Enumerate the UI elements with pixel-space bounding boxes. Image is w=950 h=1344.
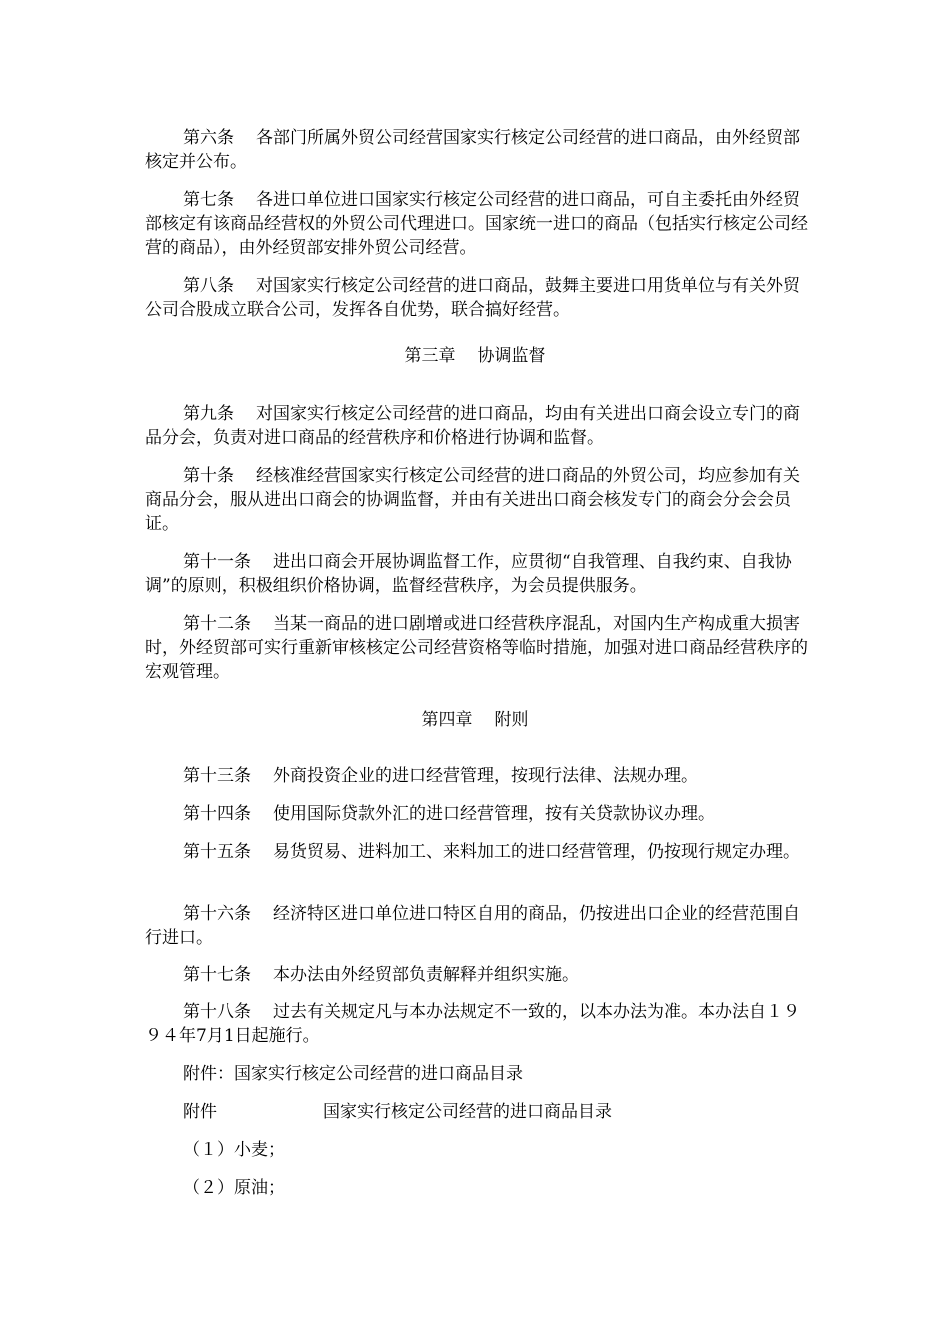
chapter-4-heading xyxy=(145,708,805,732)
chapter-number: 第四章 xyxy=(421,710,473,730)
list-item: （２）原油； xyxy=(183,1178,285,1198)
attachment-note: 附件：国家实行核定公司经营的进口商品目录 xyxy=(183,1064,523,1084)
article-text: 易货贸易、进料加工、来料加工的进口经营管理，仍按现行规定办理。 xyxy=(273,842,800,862)
article-16 xyxy=(145,902,815,950)
attachment-title: 国家实行核定公司经营的进口商品目录 xyxy=(323,1102,612,1122)
article-8 xyxy=(145,274,815,322)
article-12 xyxy=(145,612,815,684)
article-number: 第六条 xyxy=(183,128,234,148)
article-11 xyxy=(145,550,815,598)
article-text: 各进口单位进口国家实行核定公司经营的进口商品，可自主委托由外经贸部核定有该商品经营权的外贸公司代理进口。国家统一进口的商品（包括实行核定公司经营的商品），由外经贸部安排外贸公司经营。 xyxy=(145,190,808,258)
article-number: 第十六条 xyxy=(183,904,251,924)
article-9 xyxy=(145,402,815,450)
article-number: 第十三条 xyxy=(183,766,251,786)
article-13 xyxy=(145,764,815,788)
attachment-title-line xyxy=(145,1100,815,1124)
list-item: （１）小麦； xyxy=(183,1140,285,1160)
article-text: 各部门所属外贸公司经营国家实行核定公司经营的进口商品，由外经贸部核定并公布。 xyxy=(145,128,800,172)
article-6 xyxy=(145,126,815,174)
article-text: 过去有关规定凡与本办法规定不一致的，以本办法为准。本办法自１９９４年7月1日起施行。 xyxy=(145,1002,800,1046)
attachment-label: 附件 xyxy=(183,1102,217,1122)
article-18 xyxy=(145,1000,815,1048)
article-number: 第十条 xyxy=(183,466,234,486)
article-number: 第十二条 xyxy=(183,614,251,634)
article-number: 第十八条 xyxy=(183,1002,251,1022)
article-number: 第九条 xyxy=(183,404,234,424)
article-number: 第十四条 xyxy=(183,804,251,824)
article-17 xyxy=(145,963,815,987)
article-number: 第十一条 xyxy=(183,552,251,572)
article-text: 经济特区进口单位进口特区自用的商品，仍按进出口企业的经营范围自行进口。 xyxy=(145,904,800,948)
article-number: 第七条 xyxy=(183,190,234,210)
article-text: 对国家实行核定公司经营的进口商品，均由有关进出口商会设立专门的商品分会，负责对进口商品的经营秩序和价格进行协调和监督。 xyxy=(145,404,800,448)
chapter-number: 第三章 xyxy=(404,346,456,366)
article-text: 当某一商品的进口剧增或进口经营秩序混乱，对国内生产构成重大损害时，外经贸部可实行重新审核核定公司经营资格等临时措施，加强对进口商品经营秩序的宏观管理。 xyxy=(145,614,808,682)
article-number: 第十七条 xyxy=(183,965,251,985)
article-text: 本办法由外经贸部负责解释并组织实施。 xyxy=(273,965,579,985)
article-text: 经核准经营国家实行核定公司经营的进口商品的外贸公司，均应参加有关商品分会，服从进出口商会的协调监督，并由有关进出口商会核发专门的商会分会会员证。 xyxy=(145,466,800,534)
article-number: 第八条 xyxy=(183,276,234,296)
article-14 xyxy=(145,802,815,826)
chapter-3-heading xyxy=(145,344,805,368)
chapter-title: 附则 xyxy=(494,710,529,730)
article-text: 外商投资企业的进口经营管理，按现行法律、法规办理。 xyxy=(273,766,698,786)
article-text: 进出口商会开展协调监督工作，应贯彻“自我管理、自我约束、自我协调”的原则，积极组织价格协调，监督经营秩序，为会员提供服务。 xyxy=(145,552,792,596)
article-7 xyxy=(145,188,815,260)
article-text: 对国家实行核定公司经营的进口商品，鼓舞主要进口用货单位与有关外贸公司合股成立联合公司，发挥各自优势，联合搞好经营。 xyxy=(145,276,800,320)
article-15 xyxy=(145,840,815,864)
article-10 xyxy=(145,464,815,536)
article-text: 使用国际贷款外汇的进口经营管理，按有关贷款协议办理。 xyxy=(273,804,715,824)
chapter-title: 协调监督 xyxy=(477,346,546,366)
article-number: 第十五条 xyxy=(183,842,251,862)
